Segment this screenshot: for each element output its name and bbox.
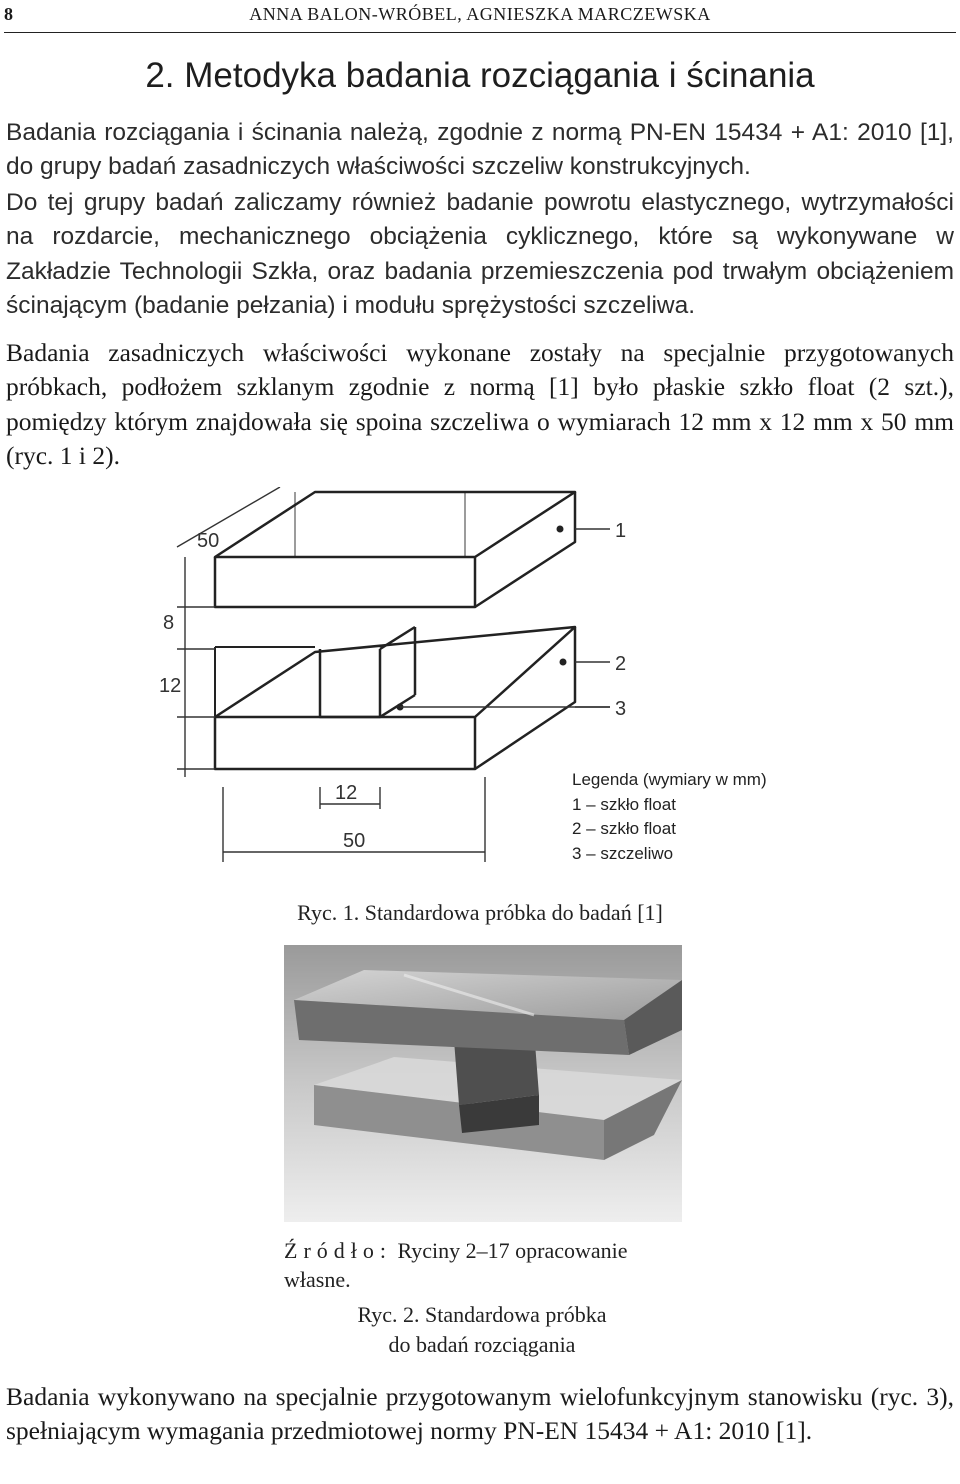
legend-title: Legenda (wymiary w mm) [572, 770, 767, 789]
section-title: 2. Metodyka badania rozciągania i ścinania [145, 56, 815, 95]
part-number-1: 1 [615, 520, 627, 542]
part-number-3: 3 [615, 698, 627, 720]
specimen-photo [284, 945, 682, 1222]
dim-gap: 12 [159, 675, 182, 697]
top-plate-side-face [475, 492, 575, 607]
legend-item: 3 – szczeliwo [572, 843, 674, 863]
paragraph-4: Badania wykonywano na specjalnie przygotowanym wielofunkcyjnym stanowisku (ryc. 3), spełniającym wymagania przedmiotowej normy PN-EN 15434 + A1: 2010 [1]. [6, 1382, 954, 1446]
figure1-legend [572, 768, 767, 866]
dim-bottom-length: 50 [343, 830, 366, 852]
running-head [4, 4, 956, 30]
page-number: 8 [4, 4, 13, 24]
dim-top-length: 50 [197, 530, 220, 552]
paragraph-3: Badania zasadniczych właściwości wykonane zostały na specjalnie przygotowanych próbkach, podłożem szklanym zgodnie z normą [1] było płaskie szkło float (2 szt.), pomiędzy którym znajdowała się spoina szczeliwa o wymiarach 12 mm x 12 mm x 50 mm (ryc. 1 i 2). [6, 338, 954, 471]
paragraph-1: Badania rozciągania i ścinania należą, zgodnie z normą PN-EN 15434 + A1: 2010 [1], do grupy badań zasadniczych właściwości szczeliw konstrukcyjnych. [6, 119, 954, 181]
header-rule [4, 32, 956, 33]
part-number-2: 2 [615, 653, 627, 675]
source-text: Ryciny 2–17 opracowanie własne. [284, 1238, 628, 1292]
bottom-plate-front-face [215, 717, 475, 769]
figure1-caption: Ryc. 1. Standardowa próbka do badań [1] [297, 900, 663, 925]
source-label: Źródło: [284, 1238, 392, 1263]
top-plate-top-face [215, 492, 575, 557]
paragraph-2: Do tej grupy badań zaliczamy również badanie powrotu elastycznego, wytrzymałości na rozdarcie, mechanicznego obciążenia cyklicznego, które są wykonywane w Zakładzie Technologii Szkła, oraz badania przemieszczenia pod trwałym obciążeniem ścinającym (badanie pełzania) i modułu sprężystości szczeliwa. [6, 189, 954, 320]
legend-item: 2 – szkło float [572, 819, 676, 838]
figure2-caption-line1: Ryc. 2. Standardowa próbka [357, 1302, 607, 1327]
figure2-caption-line2: do badań rozciągania [388, 1332, 576, 1357]
legend-item: 1 – szkło float [572, 794, 676, 814]
top-plate-front-face [215, 557, 475, 607]
running-head-authors: ANNA BALON-WRÓBEL, AGNIESZKA MARCZEWSKA [249, 4, 711, 24]
dim-joint-width: 12 [335, 782, 358, 804]
leader-dot-1 [557, 526, 564, 533]
joint-body [320, 649, 380, 717]
leader-dot-2 [560, 659, 567, 666]
dim-thickness: 8 [163, 612, 175, 634]
specimen-drawing [155, 487, 635, 877]
figure2-source [284, 1236, 684, 1294]
figure2-caption [282, 1300, 682, 1360]
bottom-plate-side-face [475, 627, 575, 769]
